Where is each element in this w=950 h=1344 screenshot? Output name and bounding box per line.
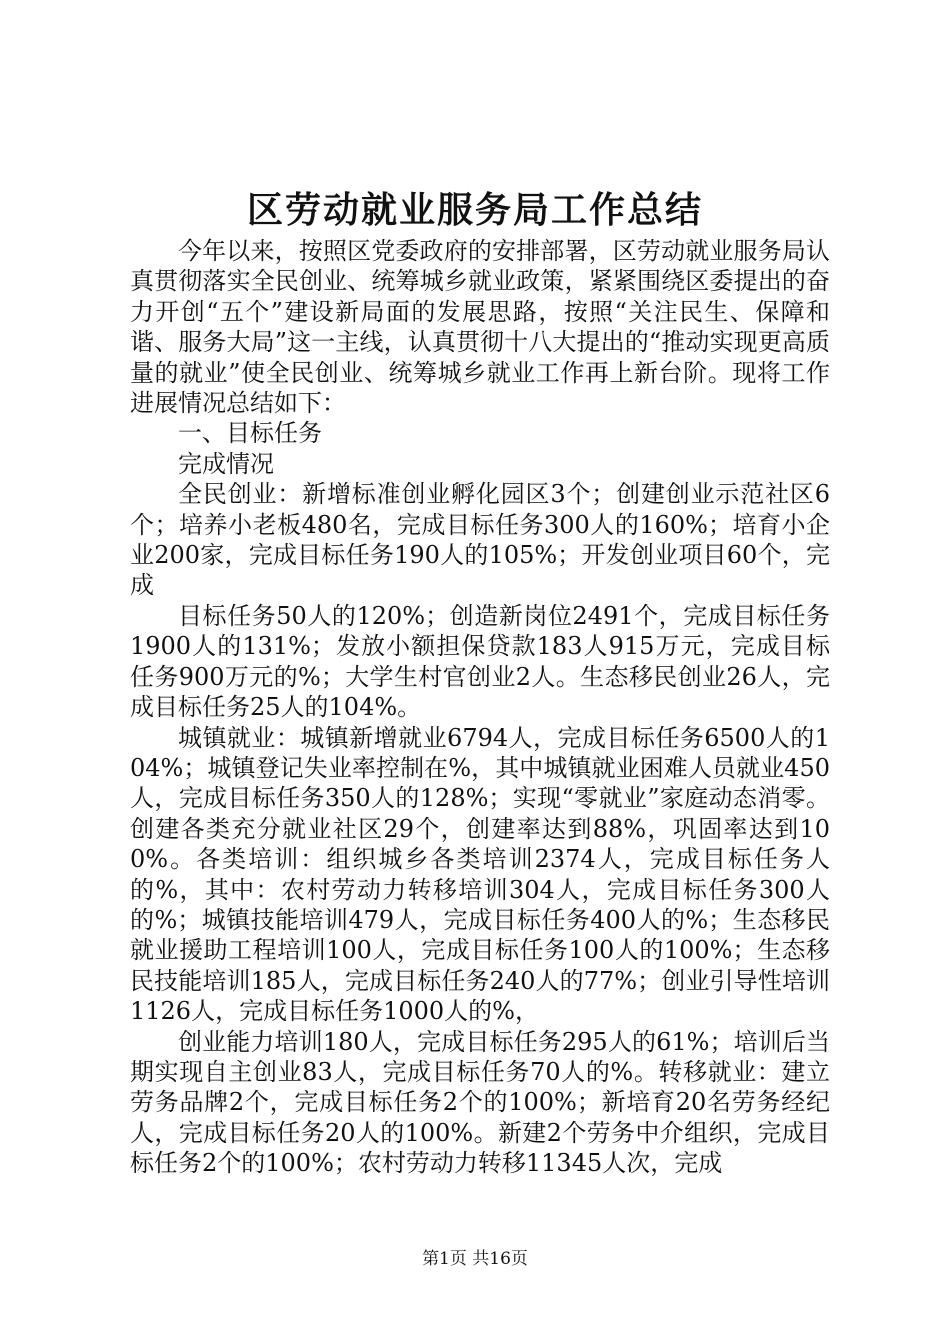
paragraph-training-transfer: 创业能力培训180人，完成目标任务295人的61%；培训后当期实现自主创业83人，完成目标任务70人的%。转移就业：建立劳务品牌2个，完成目标任务2个的100%；新培育20名劳务经纪人，完成目标任务20人的100%。新建2个劳务中介组织，完成目标任务2个的100%；农村劳动力转移11345人次，完成 [130,1027,830,1178]
document-title: 区劳动就业服务局工作总结 [246,189,703,231]
heading-targets: 一、目标任务 [178,419,322,448]
paragraph-intro: 今年以来，按照区党委政府的安排部署，区劳动就业服务局认真贯彻落实全民创业、统筹城乡就业政策，紧紧围绕区委提出的奋力开创“五个”建设新局面的发展思路，按照“关注民生、保障和谐、服务大局”这一主线，认真贯彻十八大提出的“推动实现更高质量的就业”使全民创业、统筹城乡就业工作再上新台阶。现将工作进展情况总结如下： [130,237,830,418]
document-body [130,236,830,1179]
paragraph-urban-employment: 城镇就业：城镇新增就业6794人，完成目标任务6500人的104%；城镇登记失业率控制在%，其中城镇就业困难人员就业450人，完成目标任务350人的128%；实现“零就业”家庭动态消零。创建各类充分就业社区29个，创建率达到88%，巩固率达到100%。各类培训：组织城乡各类培训2374人，完成目标任务人的%，其中：农村劳动力转移培训304人，完成目标任务300人的%；城镇技能培训479人，完成目标任务400人的%；生态移民就业援助工程培训100人，完成目标任务100人的100%；生态移民技能培训185人，完成目标任务240人的77%；创业引导性培训1126人，完成目标任务1000人的%， [130,723,830,1026]
page-footer: 第1页 共16页 [422,1249,528,1269]
paragraph-entrepreneurship: 全民创业：新增标准创业孵化园区3个；创建创业示范社区6个；培养小老板480名，完成目标任务300人的160%；培育小企业200家，完成目标任务190人的105%；开发创业项目60个，完成 [130,480,830,600]
heading-completion: 完成情况 [178,449,274,478]
paragraph-targets-continued: 目标任务50人的120%；创造新岗位2491个，完成目标任务1900人的131%；发放小额担保贷款183人915万元，完成目标任务900万元的%；大学生村官创业2人。生态移民创业26人，完成目标任务25人的104%。 [130,601,830,722]
